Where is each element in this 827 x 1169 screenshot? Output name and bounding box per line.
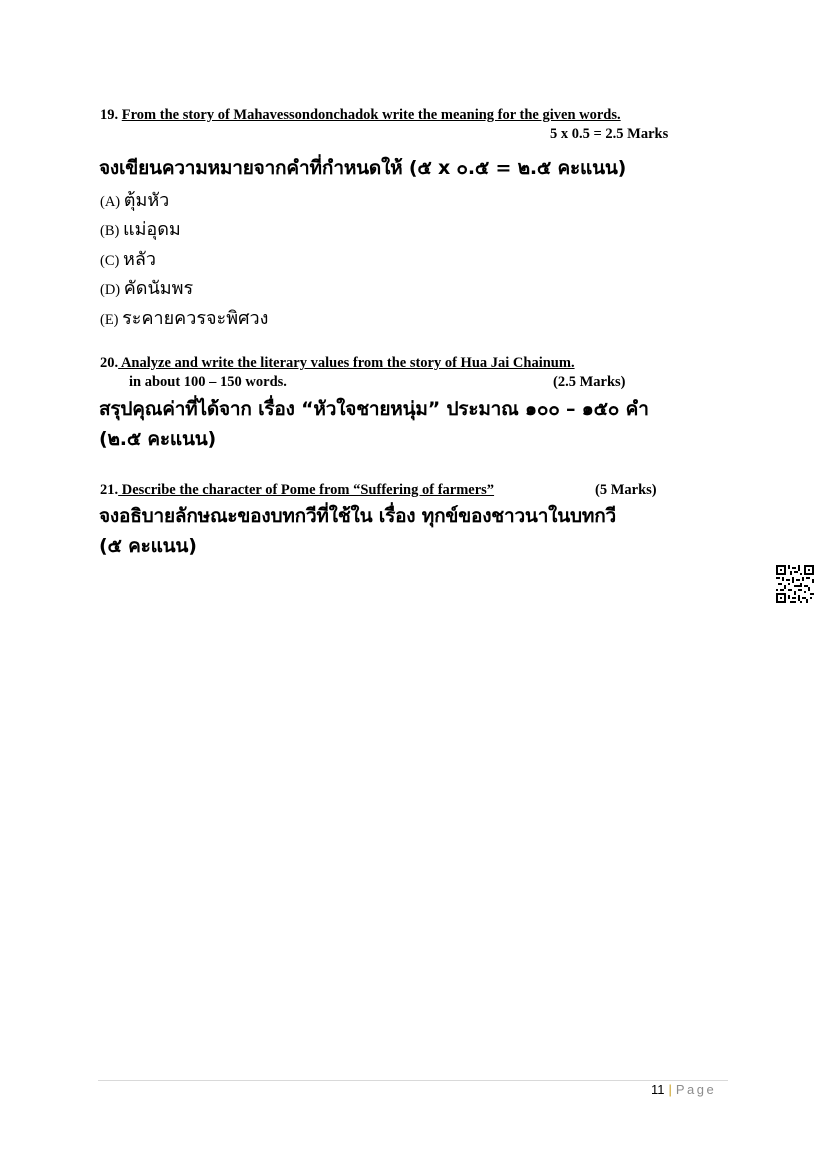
option-label: (A) (100, 194, 121, 210)
option-label: (D) (100, 282, 121, 298)
q19-marks: 5 x 0.5 = 2.5 Marks (550, 126, 669, 142)
q19-thai-instruction: จงเขียนความหมายจากคำที่กำหนดให้ (๕ x ๐.๕ = ๒.๕ คะแนน) (99, 157, 627, 179)
option-label: (B) (100, 223, 120, 239)
q19-option-e (100, 303, 268, 332)
q19-option-b (100, 214, 181, 243)
q19-header (100, 107, 621, 124)
q20-thai-line1: สรุปคุณค่าที่ได้จาก เรื่อง “หัวใจชายหนุ่ม” ประมาณ ๑๐๐ – ๑๕๐ คำ (99, 398, 649, 420)
q20-header (100, 355, 575, 372)
q19-number: 19. (100, 107, 119, 123)
option-label: (C) (100, 253, 120, 269)
q21-marks: (5 Marks) (595, 482, 657, 498)
option-text: ระคายควรจะพิศวง (122, 308, 269, 329)
q21-prompt: Describe the character of Pome from “Suffering of farmers” (118, 482, 495, 498)
page-label: Page (675, 1082, 717, 1097)
qr-code-icon (776, 565, 814, 603)
q19-option-a (100, 185, 169, 214)
q21-thai-line2: (๕ คะแนน) (99, 535, 197, 557)
option-text: หลัว (122, 249, 156, 270)
option-text: คัดนัมพร (123, 278, 194, 299)
q20-marks: (2.5 Marks) (553, 374, 626, 390)
option-label: (E) (100, 312, 119, 328)
option-text: ตุ้มหัว (123, 190, 170, 211)
q21-number: 21. (100, 482, 119, 498)
footer-separator: | (668, 1082, 672, 1097)
q19-option-d (100, 273, 193, 302)
q20-subtext: in about 100 – 150 words. (129, 374, 287, 390)
q20-number: 20. (100, 355, 119, 371)
q21-thai-line1: จงอธิบายลักษณะของบทกวีที่ใช้ใน เรื่อง ทุกข์ของชาวนาในบทกวี (99, 505, 617, 527)
q20-thai-line2: (๒.๕ คะแนน) (99, 428, 217, 450)
option-text: แม่อุดม (122, 219, 181, 240)
page-number: 11 (651, 1082, 665, 1097)
q19-option-c (100, 244, 156, 273)
q19-prompt: From the story of Mahavessondonchadok write the meaning for the given words. (121, 107, 621, 123)
footer-divider (98, 1080, 728, 1081)
q20-prompt: Analyze and write the literary values from the story of Hua Jai Chainum. (118, 355, 575, 371)
page-footer (651, 1082, 716, 1097)
q21-header (100, 482, 494, 499)
